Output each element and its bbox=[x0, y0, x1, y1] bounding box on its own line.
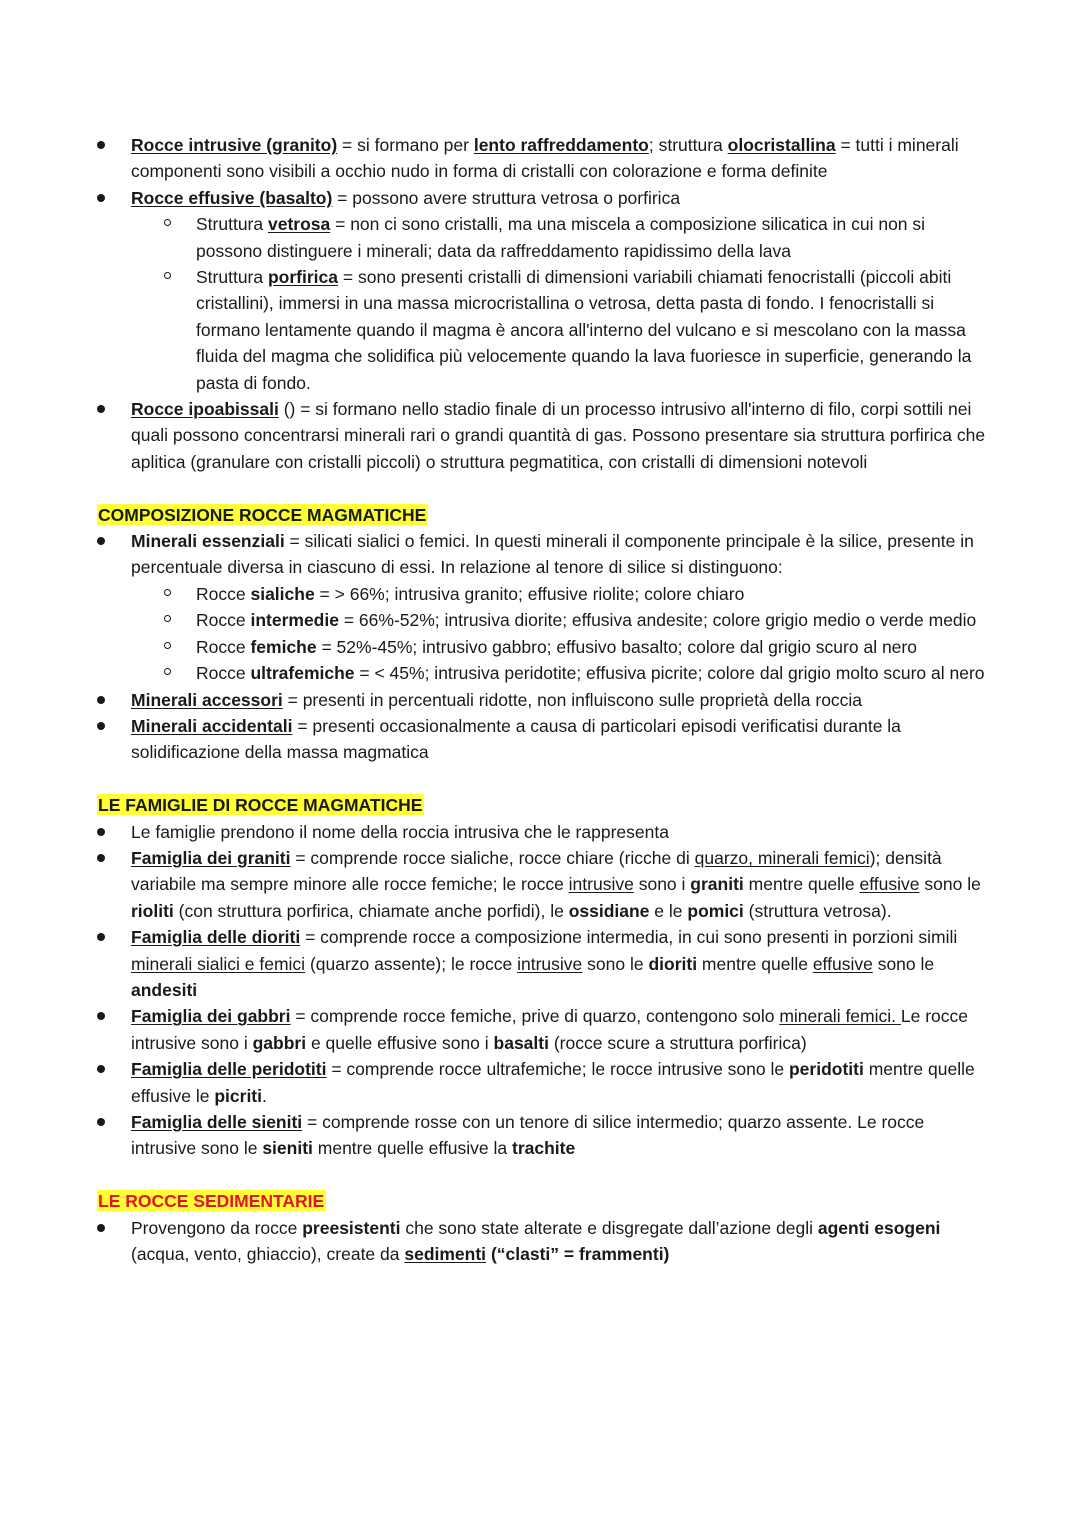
item-text: = silicati sialici o femici. In questi minerali il componente principale è la silice, presente in percentuale diversa in ciascuno di essi. In relazione al tenore di silice si distinguono: bbox=[131, 531, 974, 578]
item-text: (struttura vetrosa). bbox=[743, 900, 892, 921]
bullet-item bbox=[0, 185, 1080, 211]
item-text: ; struttura bbox=[648, 135, 728, 155]
item-text: e quelle effusive sono i bbox=[306, 1032, 494, 1053]
item-text: (acqua, vento, ghiaccio), create da bbox=[131, 1244, 405, 1265]
item-text: Rocce bbox=[196, 663, 251, 684]
item-text: = 66%-52%; intrusiva diorite; effusiva andesite; colore grigio medio o verde medio bbox=[338, 610, 977, 631]
item-text: = 52%-45%; intrusivo gabbro; effusivo basalto; colore dal grigio scuro al nero bbox=[316, 636, 917, 657]
bullet-dot-icon bbox=[97, 141, 105, 149]
item-text: minerali femici. bbox=[779, 1006, 901, 1027]
sub-bullet-item bbox=[0, 264, 1080, 396]
item-text: intrusive bbox=[517, 953, 583, 974]
bold-term: Minerali accessori bbox=[131, 689, 283, 710]
bullet-item bbox=[0, 528, 1080, 581]
sub-bullet-item bbox=[0, 581, 1080, 607]
bullet-dot-icon bbox=[97, 1012, 105, 1020]
item-text: (con struttura porfirica, chiamate anche porfidi), le bbox=[173, 900, 569, 921]
sub-bullet-item bbox=[0, 211, 1080, 264]
document-page bbox=[0, 132, 1080, 1267]
bullet-dot-icon bbox=[97, 1224, 105, 1232]
bold-term: Famiglia delle peridotiti bbox=[131, 1059, 327, 1080]
item-text: sono le bbox=[582, 953, 649, 974]
bold-term: sialiche bbox=[250, 583, 315, 604]
bullet-item bbox=[0, 845, 1080, 924]
bold-term: porfirica bbox=[267, 267, 339, 288]
bullet-item bbox=[0, 396, 1080, 475]
bold-term: pomici bbox=[687, 900, 744, 921]
bold-term: sedimenti bbox=[404, 1244, 487, 1265]
bold-term: agenti esogeni bbox=[817, 1217, 941, 1238]
section-gap bbox=[0, 1162, 1080, 1188]
item-text: sono i bbox=[633, 874, 691, 895]
section-gap bbox=[0, 766, 1080, 792]
bullet-item bbox=[0, 1109, 1080, 1162]
bold-term: lento raffreddamento bbox=[473, 135, 649, 155]
item-text: Struttura bbox=[196, 214, 268, 235]
bold-term: Famiglia dei gabbri bbox=[131, 1006, 291, 1027]
item-text: Le rocce intrusive sono i bbox=[131, 1006, 968, 1053]
item-text: = sono presenti cristalli di dimensioni variabili chiamati fenocristalli (piccoli abiti cristallini), immersi in una massa microcristallina o vetrosa, detta pasta di fondo. I fenocristalli si formano lentamente quando il magma è ancora all'interno del vulcano e si mescolano con la massa fluida del magma che solidifica più velocemente quando la lava fuoriesce in superficie, generando la pasta di fondo. bbox=[196, 267, 972, 393]
bold-term: preesistenti bbox=[302, 1217, 401, 1238]
item-text: = possono avere struttura vetrosa o porfirica bbox=[332, 187, 681, 208]
bullet-dot-icon bbox=[97, 537, 105, 545]
item-text: = comprende rosse con un tenore di silice intermedio; quarzo assente. Le rocce intrusive sono le bbox=[131, 1112, 925, 1159]
item-text: = comprende rocce sialiche, rocce chiare (ricche di bbox=[290, 847, 695, 868]
bold-term: (“clasti” = frammenti) bbox=[490, 1244, 670, 1265]
item-text: = comprende rocce femiche, prive di quarzo, contengono solo bbox=[290, 1006, 780, 1027]
item-text: = non ci sono cristalli, ma una miscela a composizione silicatica in cui non si possono distinguere i minerali; data da raffreddamento rapidissimo della lava bbox=[196, 214, 926, 261]
bullet-dot-icon bbox=[97, 194, 105, 202]
bullet-dot-icon bbox=[97, 722, 105, 730]
bold-term: sieniti bbox=[262, 1138, 313, 1159]
item-text: effusive bbox=[812, 953, 873, 974]
item-text: che sono state alterate e disgregate dall’azione degli bbox=[400, 1217, 818, 1238]
bold-term: dioriti bbox=[648, 953, 698, 974]
bold-term: Rocce ipoabissali bbox=[131, 399, 279, 420]
section-heading-text: COMPOSIZIONE ROCCE MAGMATICHE bbox=[98, 504, 427, 525]
item-text: e le bbox=[649, 900, 688, 921]
bullet-item bbox=[0, 924, 1080, 1003]
bullet-dot-icon bbox=[97, 828, 105, 836]
bold-term: picriti bbox=[214, 1085, 262, 1106]
bold-term: Famiglia dei graniti bbox=[131, 847, 291, 868]
item-text: Struttura bbox=[196, 267, 268, 288]
bullet-item bbox=[0, 713, 1080, 766]
item-text: minerali sialici e femici bbox=[131, 953, 306, 974]
bold-term: ossidiane bbox=[568, 900, 650, 921]
bold-term: Famiglia delle dioriti bbox=[131, 927, 301, 948]
item-text: = > 66%; intrusiva granito; effusive riolite; colore chiaro bbox=[314, 583, 745, 604]
bullet-dot-icon bbox=[97, 854, 105, 862]
bold-term: graniti bbox=[690, 874, 744, 895]
bullet-circle-icon bbox=[164, 272, 171, 279]
bold-term: rioliti bbox=[131, 900, 174, 921]
item-text: mentre quelle effusive le bbox=[131, 1059, 975, 1106]
bold-term: andesiti bbox=[131, 979, 198, 1000]
bullet-dot-icon bbox=[97, 1065, 105, 1073]
bullet-item bbox=[0, 819, 1080, 845]
bold-term: peridotiti bbox=[788, 1059, 864, 1080]
section-gap bbox=[0, 475, 1080, 501]
item-text: mentre quelle bbox=[697, 953, 813, 974]
item-text: = < 45%; intrusiva peridotite; effusiva picrite; colore dal grigio molto scuro al nero bbox=[354, 663, 985, 684]
item-text: Provengono da rocce bbox=[131, 1217, 303, 1238]
bold-term: Minerali essenziali bbox=[131, 531, 285, 552]
bullet-item bbox=[0, 1215, 1080, 1268]
bold-term: vetrosa bbox=[267, 214, 331, 235]
item-text: intrusive bbox=[568, 874, 634, 895]
bullet-circle-icon bbox=[164, 219, 171, 226]
section-heading bbox=[97, 792, 1080, 818]
bold-term: basalti bbox=[493, 1032, 549, 1053]
item-text: (quarzo assente); le rocce bbox=[305, 953, 518, 974]
bullet-item bbox=[0, 1056, 1080, 1109]
bullet-circle-icon bbox=[164, 615, 171, 622]
bold-term: gabbri bbox=[252, 1032, 307, 1053]
bold-term: trachite bbox=[512, 1138, 576, 1159]
bold-term: olocristallina bbox=[727, 135, 836, 155]
item-text: sono le bbox=[872, 953, 935, 974]
item-text: sono le bbox=[919, 874, 981, 895]
item-text: = presenti in percentuali ridotte, non influiscono sulle proprietà della roccia bbox=[282, 689, 863, 710]
bold-term: ultrafemiche bbox=[250, 663, 355, 684]
bullet-circle-icon bbox=[164, 642, 171, 649]
section-heading bbox=[97, 502, 1080, 528]
bullet-item bbox=[0, 1003, 1080, 1056]
item-text: ); densità variabile ma sempre minore alle rocce femiche; le rocce bbox=[131, 847, 942, 895]
item-text: = comprende rocce a composizione intermedia, in cui sono presenti in porzioni simili bbox=[300, 927, 958, 948]
bullet-dot-icon bbox=[97, 1118, 105, 1126]
item-text: = presenti occasionalmente a causa di particolari episodi verificatisi durante la solidificazione della massa magmatica bbox=[131, 715, 901, 763]
item-text: quarzo, minerali femici bbox=[694, 847, 870, 868]
item-text: () = si formano nello stadio finale di un processo intrusivo all'interno di filo, corpi sottili nei quali possono concentrarsi minerali rari o grandi quantità di gas. Possono presentare sia struttura porfirica che aplitica (granulare con cristalli piccoli) o struttura pegmatitica, con cristalli di dimensioni notevoli bbox=[131, 399, 986, 472]
item-text: Rocce bbox=[196, 583, 251, 604]
bullet-circle-icon bbox=[164, 589, 171, 596]
item-text: Le famiglie prendono il nome della roccia intrusiva che le rappresenta bbox=[131, 821, 669, 842]
bold-term: Famiglia delle sieniti bbox=[131, 1112, 303, 1132]
bullet-dot-icon bbox=[97, 933, 105, 941]
item-text: mentre quelle bbox=[743, 874, 860, 895]
bold-term: Rocce effusive (basalto) bbox=[131, 187, 333, 208]
item-text: . bbox=[262, 1085, 267, 1106]
bullet-item bbox=[0, 132, 1080, 185]
bold-term: intermedie bbox=[250, 610, 339, 631]
bold-term: Minerali accidentali bbox=[131, 715, 293, 736]
item-text: mentre quelle effusive la bbox=[312, 1138, 513, 1159]
bold-term: femiche bbox=[250, 636, 317, 657]
item-text: Rocce bbox=[196, 610, 251, 631]
item-text: (rocce scure a struttura porfirica) bbox=[548, 1032, 807, 1053]
item-text: = comprende rocce ultrafemiche; le rocce intrusive sono le bbox=[326, 1059, 789, 1080]
item-text: effusive bbox=[859, 874, 920, 895]
section-heading bbox=[97, 1188, 1080, 1214]
sub-bullet-item bbox=[0, 634, 1080, 660]
bullet-dot-icon bbox=[97, 405, 105, 413]
section-heading-text: LE ROCCE SEDIMENTARIE bbox=[98, 1191, 325, 1212]
bullet-circle-icon bbox=[164, 668, 171, 675]
sub-bullet-item bbox=[0, 607, 1080, 633]
item-text: Rocce bbox=[196, 636, 251, 657]
section-heading-text: LE FAMIGLIE DI ROCCE MAGMATICHE bbox=[98, 795, 423, 816]
item-text: = si formano per bbox=[337, 135, 474, 155]
sub-bullet-item bbox=[0, 660, 1080, 686]
bold-term: Rocce intrusive (granito) bbox=[131, 135, 338, 155]
bullet-item bbox=[0, 687, 1080, 713]
item-text: = tutti i minerali componenti sono visibili a occhio nudo in forma di cristalli con colorazione e forma definite bbox=[131, 135, 959, 182]
bullet-dot-icon bbox=[97, 696, 105, 704]
